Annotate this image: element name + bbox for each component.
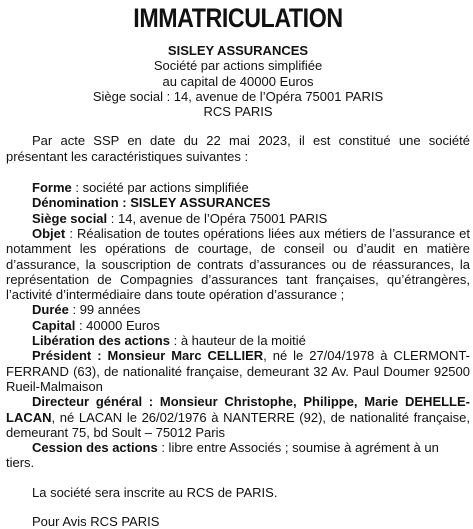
president-label: Président : Monsieur Marc CELLIER bbox=[32, 348, 264, 364]
company-header bbox=[6, 43, 470, 119]
field-objet bbox=[6, 226, 470, 302]
president-value: , né le 27/04/1978 à CLERMONT-FERRAND (63), de nationalité française, demeurant 32 Av. Paul Doumer 92500 Rueil-Malmaison bbox=[6, 348, 470, 394]
forme-value: : société par actions simplifiée bbox=[71, 180, 249, 196]
field-capital bbox=[6, 318, 470, 333]
capital-value: : 40000 Euros bbox=[75, 317, 160, 333]
field-duree bbox=[6, 302, 470, 317]
cession-label: Cession des actions bbox=[32, 440, 158, 456]
siege-label: Siège social bbox=[32, 210, 108, 226]
field-siege bbox=[6, 211, 470, 226]
field-forme bbox=[6, 180, 470, 195]
field-directeur-general bbox=[6, 394, 470, 440]
company-capital: au capital de 40000 Euros bbox=[162, 73, 314, 89]
field-denomination bbox=[6, 195, 470, 210]
duree-label: Durée bbox=[32, 302, 69, 318]
notice-title: IMMATRICULATION bbox=[133, 3, 343, 33]
intro-paragraph: Par acte SSP en date du 22 mai 2023, il est constitué une société présentant les caractéristiques suivantes : bbox=[6, 133, 470, 164]
rcs-note: La société sera inscrite au RCS de PARIS. bbox=[32, 484, 278, 500]
field-liberation bbox=[6, 333, 470, 348]
objet-label: Objet bbox=[32, 225, 66, 241]
objet-value: : Réalisation de toutes opérations liées aux métiers de l’assurance et notamment les opérations de courtage, de conseil ou d’audit en matière d’assurance, la souscription de contrats d’assurances ou de réassurances, la représentation de Compagnies d’assurances tant françaises, qu’étrangères, l’activité d’intermédiaire dans toute opération d’assurance ; bbox=[6, 225, 470, 303]
fields-block bbox=[6, 180, 470, 471]
capital-label: Capital bbox=[32, 317, 76, 333]
denomination-label: Dénomination : SISLEY ASSURANCES bbox=[32, 195, 271, 211]
dg-value: , né LACAN le 26/02/1976 à NANTERRE (92), de nationalité française, demeurant 75, bd Soult – 75012 Paris bbox=[6, 409, 470, 440]
cession-value: : libre entre Associés ; soumise à agrément à un tiers. bbox=[6, 440, 439, 471]
field-cession bbox=[6, 440, 470, 471]
forme-label: Forme bbox=[32, 180, 72, 196]
company-form: Société par actions simplifiée bbox=[153, 58, 323, 74]
liberation-label: Libération des actions bbox=[32, 333, 170, 349]
legal-notice bbox=[0, 3, 473, 529]
siege-value: : 14, avenue de l’Opéra 75001 PARIS bbox=[107, 210, 328, 226]
dg-label: Directeur général : Monsieur Christophe, Philippe, Marie DEHELLE-LACAN bbox=[6, 394, 470, 425]
company-address: Siège social : 14, avenue de l’Opéra 75001 PARIS bbox=[92, 88, 384, 104]
company-rcs: RCS PARIS bbox=[203, 104, 273, 120]
duree-value: : 99 années bbox=[68, 302, 141, 318]
field-president bbox=[6, 348, 470, 394]
signature: Pour Avis RCS PARIS bbox=[32, 514, 160, 529]
company-name: SISLEY ASSURANCES bbox=[167, 43, 309, 58]
liberation-value: : à hauteur de la moitié bbox=[169, 333, 306, 349]
